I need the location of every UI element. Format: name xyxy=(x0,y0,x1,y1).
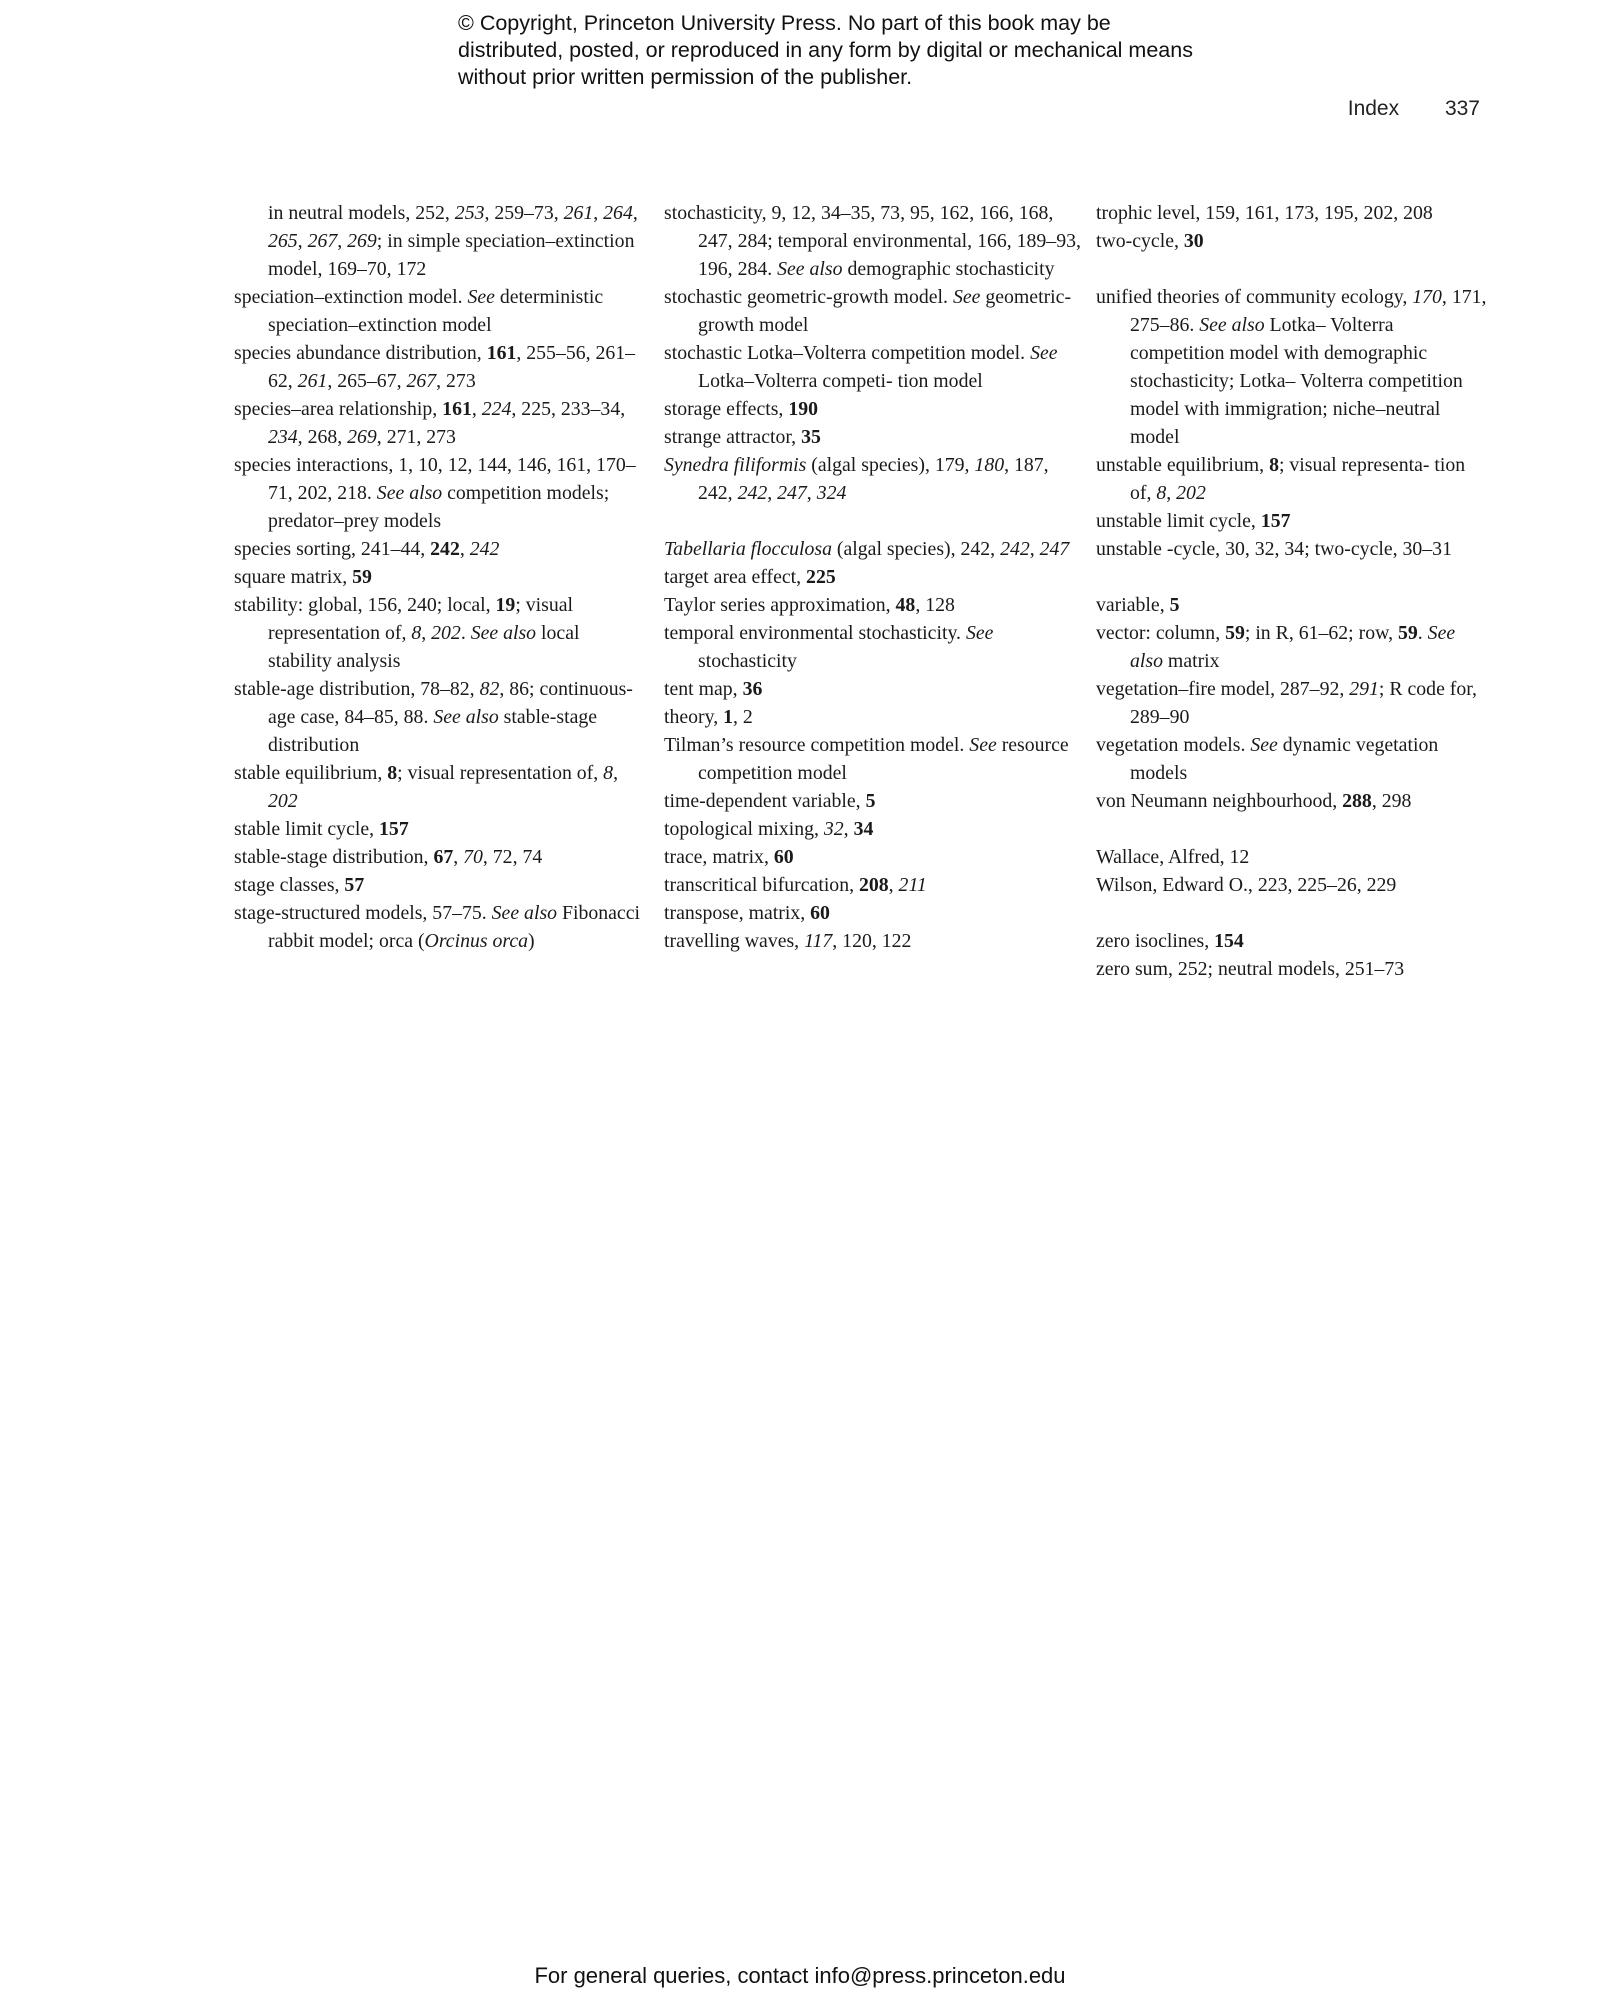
index-entry: speciation–extinction model. See deterministic speciation–extinction model xyxy=(234,286,604,336)
index-entry: trace, matrix, 60 xyxy=(664,846,794,868)
index-entry: von Neumann neighbourhood, 288, 298 xyxy=(1096,790,1412,812)
index-entry: stable limit cycle, 157 xyxy=(234,818,409,840)
index-entry: trophic level, 159, 161, 173, 195, 202, 208 xyxy=(1096,202,1433,224)
index-entry: Taylor series approximation, 48, 128 xyxy=(664,594,955,616)
index-entry: Tilman’s resource competition model. See resource competition model xyxy=(664,734,1069,784)
index-entry: Wilson, Edward O., 223, 225–26, 229 xyxy=(1096,874,1397,896)
index-entry: storage effects, 190 xyxy=(664,398,818,420)
index-entry: stability: global, 156, 240; local, 19; visual representation of, 8, 202. See also local stability analysis xyxy=(234,594,580,672)
index-entry: two-cycle, 30 xyxy=(1096,230,1204,252)
index-entry: Tabellaria flocculosa (algal species), 242, 242, 247 xyxy=(664,538,1070,560)
index-entry: zero isoclines, 154 xyxy=(1096,930,1244,952)
letter-group-gap xyxy=(1096,815,1488,843)
section-title: Index xyxy=(1347,97,1400,120)
index-entry: species sorting, 241–44, 242, 242 xyxy=(234,538,500,560)
letter-group-gap xyxy=(1096,899,1488,927)
index-entry: unstable limit cycle, 157 xyxy=(1096,510,1291,532)
index-entry: Wallace, Alfred, 12 xyxy=(1096,846,1250,868)
index-entry: strange attractor, 35 xyxy=(664,426,821,448)
index-entry: species–area relationship, 161, 224, 225, 233–34, 234, 268, 269, 271, 273 xyxy=(234,398,626,448)
index-entry: in neutral models, 252, 253, 259–73, 261, 264, 265, 267, 269; in simple speciation–extinction model, 169–70, 172 xyxy=(268,202,638,280)
index-entry: time-dependent variable, 5 xyxy=(664,790,876,812)
index-entry: transpose, matrix, 60 xyxy=(664,902,830,924)
index-entry: zero sum, 252; neutral models, 251–73 xyxy=(1096,958,1405,980)
index-entry: square matrix, 59 xyxy=(234,566,372,588)
index-entry: vegetation models. See dynamic vegetation models xyxy=(1096,734,1439,784)
index-entry: topological mixing, 32, 34 xyxy=(664,818,874,840)
index-column-2 xyxy=(664,199,1084,955)
index-entry: transcritical bifurcation, 208, 211 xyxy=(664,874,927,896)
running-head xyxy=(1348,97,1480,121)
index-entry: vegetation–fire model, 287–92, 291; R code for, 289–90 xyxy=(1096,678,1478,728)
index-entry: stochastic geometric-growth model. See geometric-growth model xyxy=(664,286,1072,336)
index-entry: unified theories of community ecology, 170, 171, 275–86. See also Lotka– Volterra competition model with demographic stochasticity; Lotka– Volterra competition model with immigration; niche–neutral model xyxy=(1096,286,1487,448)
index-entry: theory, 1, 2 xyxy=(664,706,753,728)
index-entry: Synedra filiformis (algal species), 179, 180, 187, 242, 242, 247, 324 xyxy=(664,454,1049,504)
index-entry: tent map, 36 xyxy=(664,678,763,700)
index-entry: travelling waves, 117, 120, 122 xyxy=(664,930,912,952)
page-number: 337 xyxy=(1444,97,1480,120)
index-entry: unstable equilibrium, 8; visual representa- tion of, 8, 202 xyxy=(1096,454,1466,504)
footer-contact: For general queries, contact info@press.princeton.edu xyxy=(534,1963,1066,1988)
index-entry: stable-stage distribution, 67, 70, 72, 74 xyxy=(234,846,543,868)
letter-group-gap xyxy=(1096,563,1488,591)
index-entry: stochasticity, 9, 12, 34–35, 73, 95, 162, 166, 168, 247, 284; temporal environmental, 166, 189–93, 196, 284. See also demographic stochasticity xyxy=(664,202,1081,280)
copyright-notice: © Copyright, Princeton University Press. No part of this book may be distributed, posted, or reproduced in any form by digital or mechanical means without prior written permission of the publisher. xyxy=(458,11,1193,89)
letter-group-gap xyxy=(1096,255,1488,283)
index-column-3 xyxy=(1096,199,1488,983)
index-entry: vector: column, 59; in R, 61–62; row, 59. See also matrix xyxy=(1096,622,1456,672)
index-entry: stable equilibrium, 8; visual representation of, 8, 202 xyxy=(234,762,619,812)
index-entry: variable, 5 xyxy=(1096,594,1180,616)
index-entry: stochastic Lotka–Volterra competition model. See Lotka–Volterra competi- tion model xyxy=(664,342,1058,392)
letter-group-gap xyxy=(664,507,1084,535)
index-entry: stage classes, 57 xyxy=(234,874,365,896)
index-entry: species interactions, 1, 10, 12, 144, 146, 161, 170–71, 202, 218. See also competition models; predator–prey models xyxy=(234,454,636,532)
index-entry: temporal environmental stochasticity. See stochasticity xyxy=(664,622,994,672)
index-entry: stable-age distribution, 78–82, 82, 86; continuous-age case, 84–85, 88. See also stable-stage distribution xyxy=(234,678,633,756)
index-entry: target area effect, 225 xyxy=(664,566,836,588)
index-entry: unstable -cycle, 30, 32, 34; two-cycle, 30–31 xyxy=(1096,538,1452,560)
index-entry: stage-structured models, 57–75. See also Fibonacci rabbit model; orca (Orcinus orca) xyxy=(234,902,640,952)
index-entry: species abundance distribution, 161, 255–56, 261–62, 261, 265–67, 267, 273 xyxy=(234,342,636,392)
index-column-1 xyxy=(234,199,644,955)
